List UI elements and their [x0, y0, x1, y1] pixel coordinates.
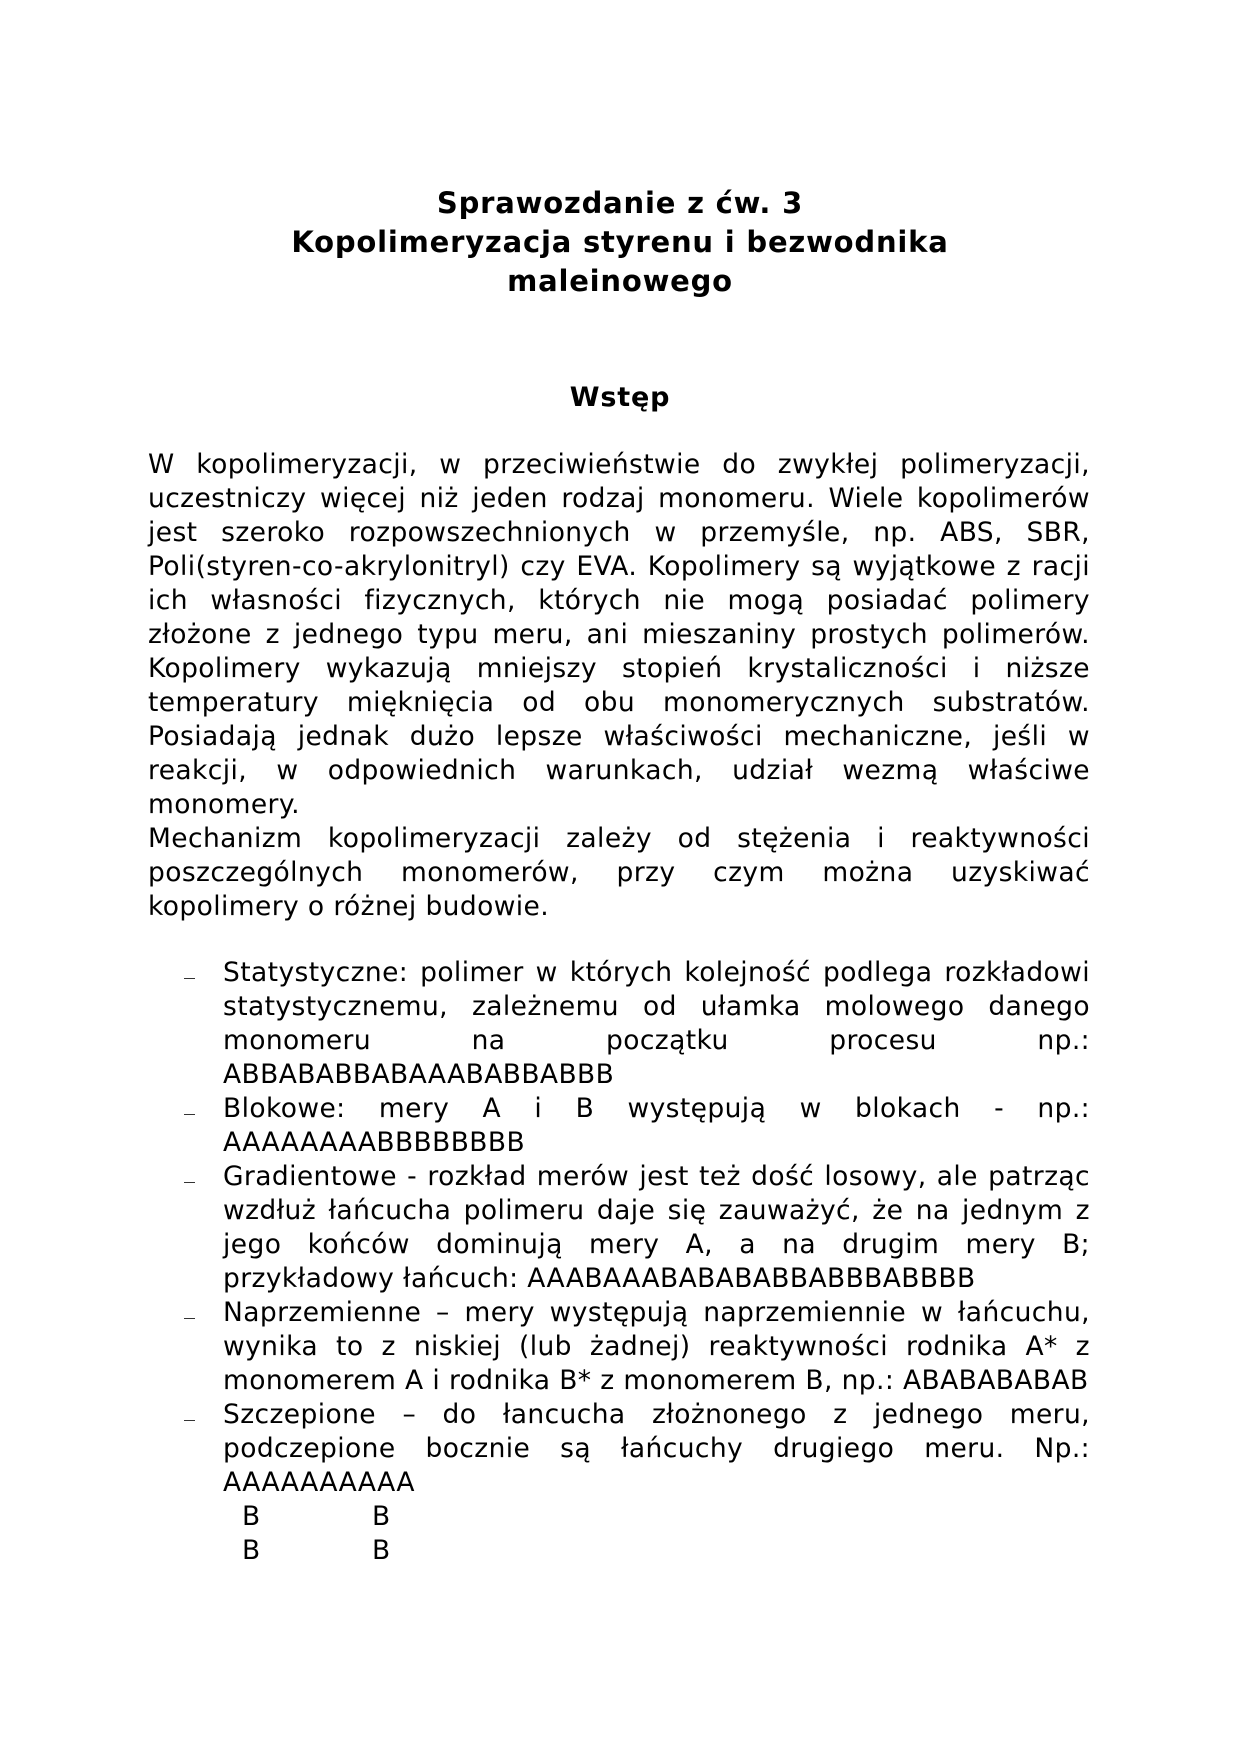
list-item — [148, 1296, 1090, 1398]
list-item-text: Szczepione – do łancucha złożnonego z jednego meru, podczepione bocznie są łańcuchy drugiego meru. Np.: AAAAAAAAAA — [223, 1399, 1090, 1498]
graft-branch-row — [148, 1534, 1090, 1568]
graft-branch-row — [148, 1500, 1090, 1534]
paragraph: Mechanizm kopolimeryzacji zależy od stężenia i reaktywności poszczególnych monomerów, przy czym można uzyskiwać kopolimery o różnej budowie. — [148, 823, 1090, 922]
title-line-1: Sprawozdanie z ćw. 3 — [436, 186, 804, 220]
list-item — [148, 1092, 1090, 1160]
title-line-3: maleinowego — [507, 264, 733, 298]
dash-bullet — [184, 1296, 198, 1330]
dash-bullet — [184, 1092, 198, 1126]
list-item — [148, 1398, 1090, 1500]
list-item-text: Statystyczne: polimer w których kolejność podlega rozkładowi statystycznemu, zależnemu od ułamka molowego danego monomeru na początku procesu np.: ABBABABBABAAABABBABBB — [223, 957, 1090, 1090]
list-item — [148, 956, 1090, 1092]
dash-bullet — [184, 1160, 198, 1194]
list-item-text: Blokowe: mery A i B występują w blokach - np.: AAAAAAAABBBBBBBB — [223, 1093, 1090, 1158]
copolymer-types-list — [148, 956, 1090, 1568]
title-line-2: Kopolimeryzacja styrenu i bezwodnika — [291, 225, 949, 259]
section-heading: Wstęp — [569, 382, 671, 413]
list-item — [148, 1160, 1090, 1296]
paragraph: W kopolimeryzacji, w przeciwieństwie do zwykłej polimeryzacji, uczestniczy więcej niż jeden rodzaj monomeru. Wiele kopolimerów jest szeroko rozpowszechnionych w przemyśle, np. ABS, SBR, Poli(styren-co-akrylonitryl) czy EVA. Kopolimery są wyjątkowe z racji ich własności fizycznych, których nie mogą posiadać polimery złożone z jednego typu meru, ani mieszaniny prostych polimerów. Kopolimery wykazują mniejszy stopień krystaliczności i niższe temperatury mięknięcia od obu monomerycznych substratów. Posiadają jednak dużo lepsze właściwości mechaniczne, jeśli w reakcji, w odpowiednich warunkach, udział wezmą właściwe monomery. — [148, 449, 1090, 820]
document-title — [0, 184, 1240, 301]
dash-bullet — [184, 1398, 198, 1432]
branch-label: B — [242, 1501, 261, 1532]
branch-label: B — [242, 1535, 261, 1566]
dash-bullet — [184, 956, 198, 990]
branch-label: B — [372, 1501, 391, 1532]
list-item-text: Naprzemienne – mery występują naprzemiennie w łańcuchu, wynika to z niskiej (lub żadnej) reaktywności rodnika A* z monomerem A i rodnika B* z monomerem B, np.: ABABABABAB — [223, 1297, 1090, 1396]
branch-label: B — [372, 1535, 391, 1566]
intro-text — [148, 448, 1090, 924]
list-item-text: Gradientowe - rozkład merów jest też dość losowy, ale patrząc wzdłuż łańcucha polimeru daje się zauważyć, że na jednym z jego końców dominują mery A, a na drugim mery B; przykładowy łańcuch: AAABAAABABABABBABBBABBBB — [223, 1161, 1090, 1294]
